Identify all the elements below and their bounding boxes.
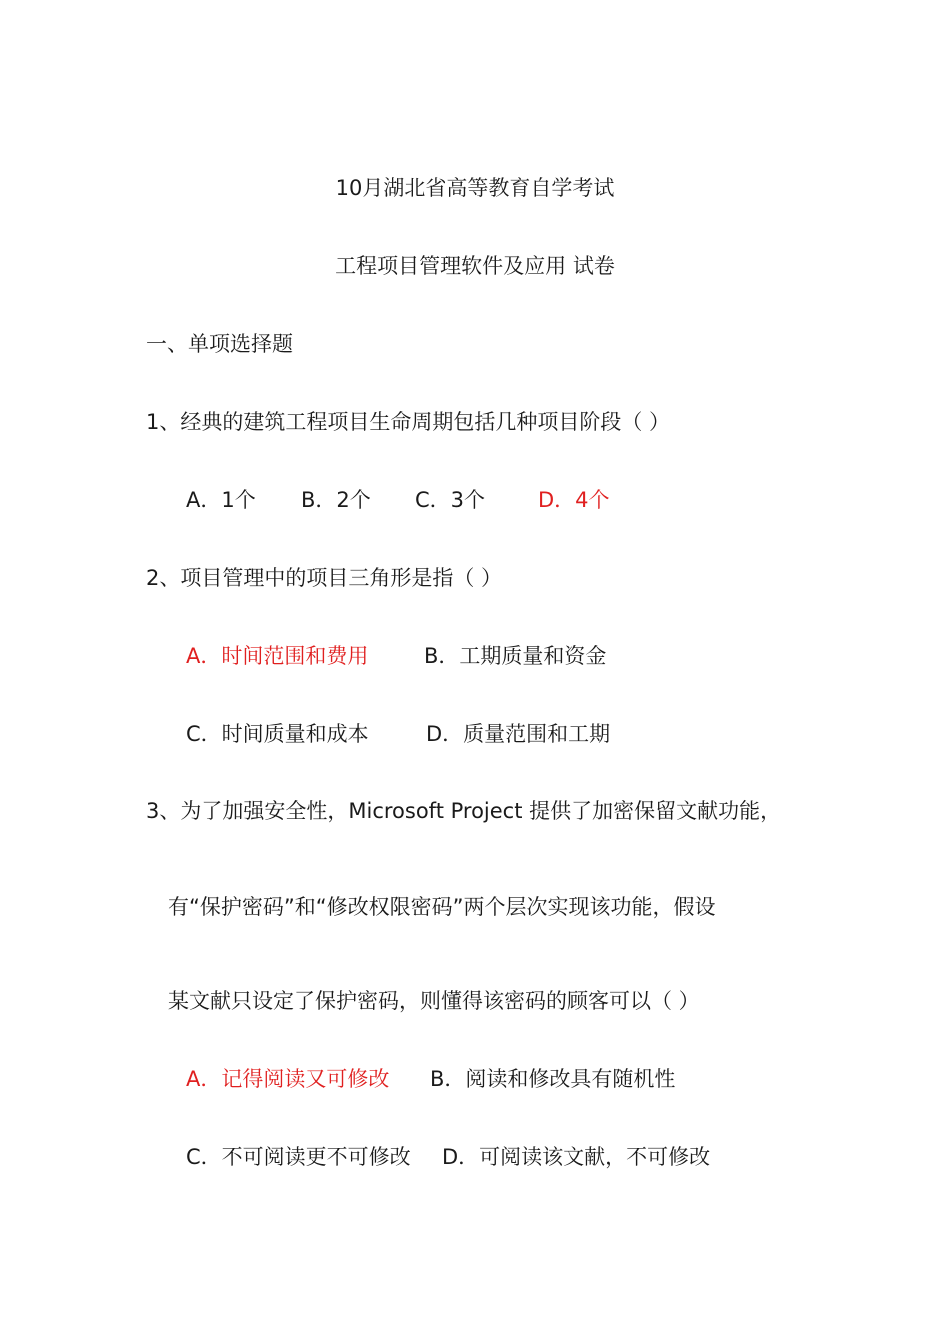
exam-title: 10月湖北省高等教育自学考试 bbox=[335, 176, 615, 200]
q1-option-c: C．3个 bbox=[415, 488, 486, 512]
q2-option-d: D．质量范围和工期 bbox=[426, 722, 611, 746]
question-1-stem: 1、经典的建筑工程项目生命周期包括几种项目阶段（ ） bbox=[146, 410, 671, 434]
q1-option-b: B．2个 bbox=[301, 488, 371, 512]
q2-option-b: B．工期质量和资金 bbox=[424, 644, 607, 668]
q1-option-d-correct: D．4个 bbox=[538, 488, 610, 512]
q1-option-a: A．1个 bbox=[186, 488, 256, 512]
q3-option-d: D．可阅读该文献，不可修改 bbox=[442, 1145, 711, 1169]
q3-option-b: B．阅读和修改具有随机性 bbox=[430, 1067, 676, 1091]
q3-option-c: C．不可阅读更不可修改 bbox=[186, 1145, 411, 1169]
section-heading: 一、单项选择题 bbox=[146, 332, 293, 356]
question-3-stem-line-2: 有“保护密码”和“修改权限密码”两个层次实现该功能，假设 bbox=[168, 895, 716, 919]
question-3-stem-line-3: 某文献只设定了保护密码，则懂得该密码的顾客可以（ ） bbox=[168, 989, 700, 1013]
q2-option-c: C．时间质量和成本 bbox=[186, 722, 369, 746]
q3-option-a-correct: A．记得阅读又可修改 bbox=[186, 1067, 390, 1091]
q2-option-a-correct: A．时间范围和费用 bbox=[186, 644, 369, 668]
question-3-stem-line-1: 3、为了加强安全性，Microsoft Project 提供了加密保留文献功能， bbox=[146, 799, 782, 823]
exam-subtitle: 工程项目管理软件及应用 试卷 bbox=[335, 254, 615, 278]
question-2-stem: 2、项目管理中的项目三角形是指（ ） bbox=[146, 566, 503, 590]
